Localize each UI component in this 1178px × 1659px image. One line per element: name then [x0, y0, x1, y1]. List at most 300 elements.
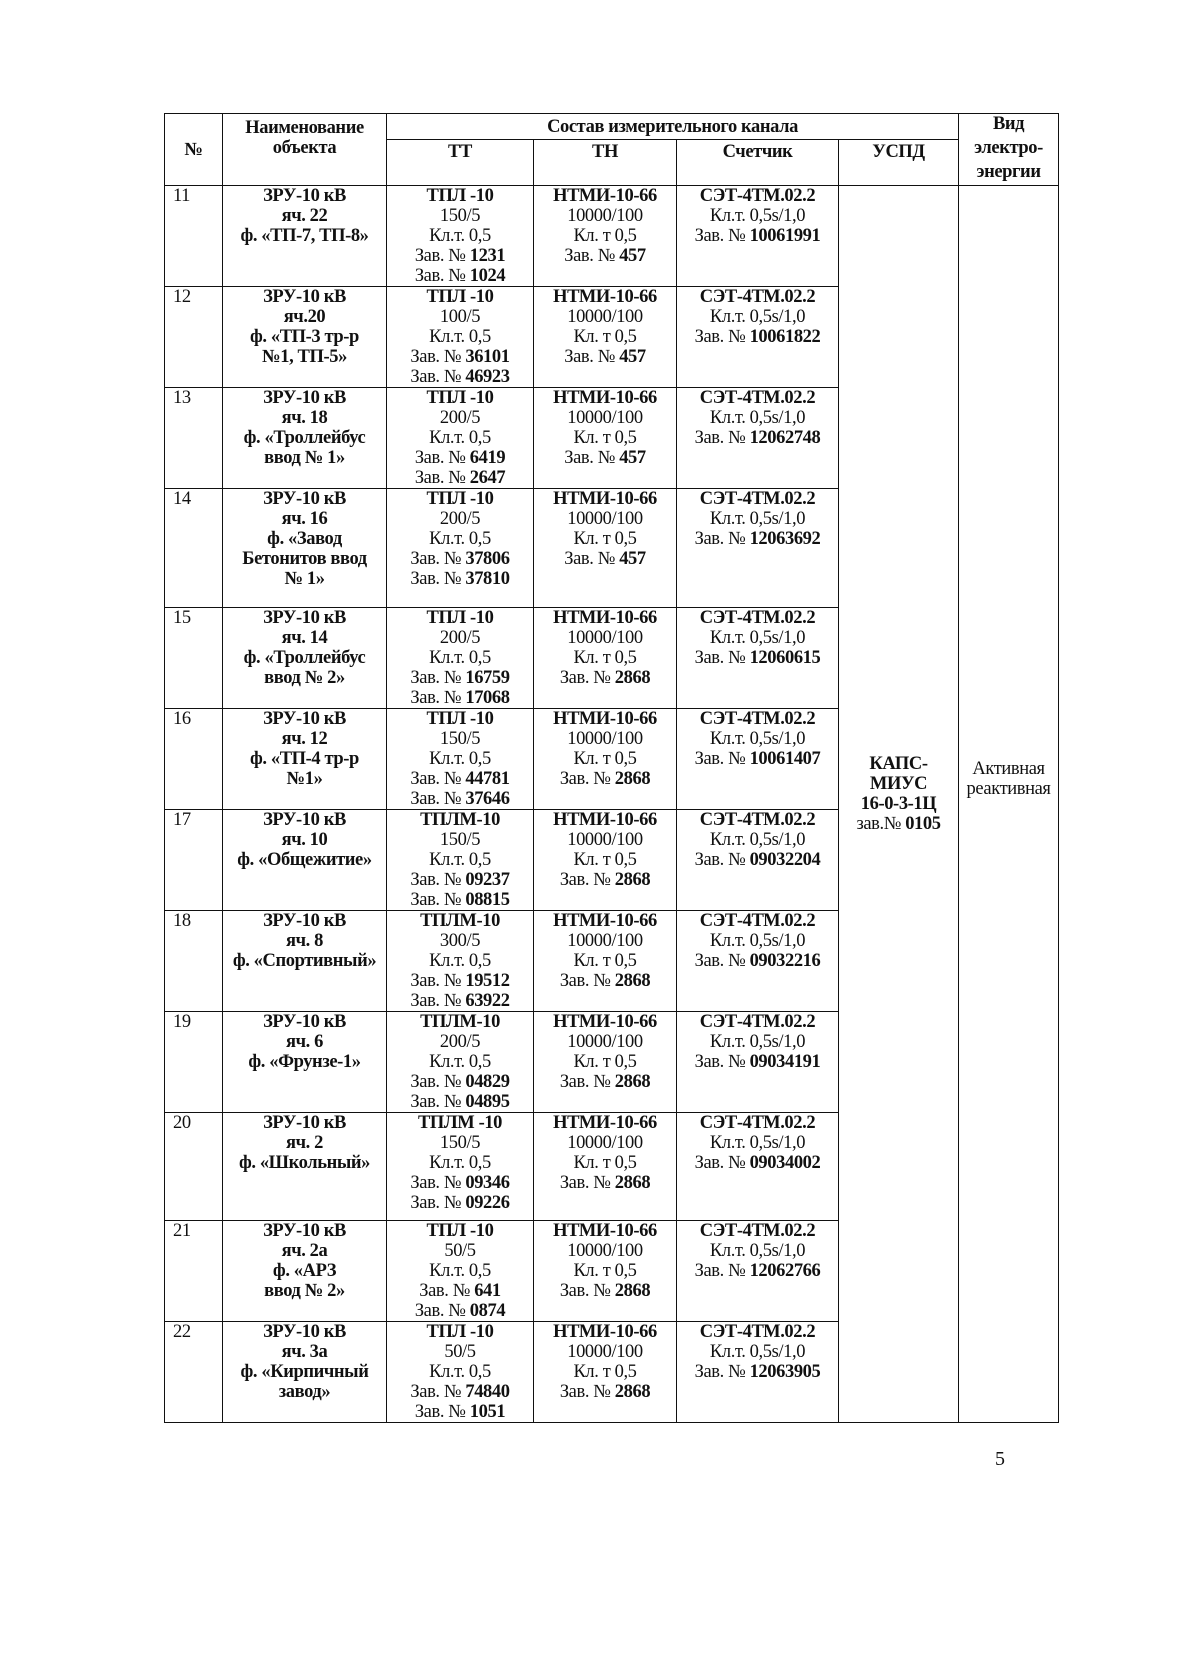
serial-number-line	[387, 468, 533, 488]
serial-number-line	[677, 226, 838, 246]
serial-number-line	[534, 1173, 676, 1193]
object-name-line: ЗРУ-10 кВ	[263, 186, 346, 206]
object-name-cell	[223, 709, 387, 810]
serial-value: 37810	[465, 569, 510, 589]
tn-cell	[534, 388, 677, 489]
uspd-cell	[839, 186, 959, 1423]
tt-cell	[387, 489, 534, 608]
serial-label: Зав. №	[410, 1193, 462, 1213]
tt-ratio: 150/5	[439, 830, 481, 850]
serial-value: 63922	[465, 991, 510, 1011]
serial-number-line	[677, 850, 838, 870]
row-number: 20	[165, 1113, 223, 1221]
meter-type: СЭТ-4ТМ.02.2	[699, 287, 816, 307]
tn-cell	[534, 911, 677, 1012]
tt-ratio: 200/5	[439, 1032, 481, 1052]
tn-type: НТМИ-10-66	[553, 608, 657, 628]
serial-number-line	[534, 971, 676, 991]
serial-label: Зав. №	[410, 688, 462, 708]
serial-value: 12063692	[749, 529, 821, 549]
tt-cell	[387, 388, 534, 489]
serial-number-line	[677, 1362, 838, 1382]
header-tn: ТН	[534, 140, 677, 186]
serial-number-line	[387, 367, 533, 387]
serial-label: Зав. №	[410, 1072, 462, 1092]
object-name-line: ф. «Спортивный»	[232, 951, 377, 971]
tt-type: ТПЛ -10	[426, 1221, 494, 1241]
object-name-cell	[223, 810, 387, 911]
object-name-line: яч. 2а	[281, 1241, 328, 1261]
object-name-line: ЗРУ-10 кВ	[263, 608, 346, 628]
serial-number-line	[534, 549, 676, 569]
tn-ratio: 10000/100	[567, 206, 643, 226]
meter-cell	[677, 608, 839, 709]
serial-label: Зав. №	[410, 870, 462, 890]
header-object-name: Наименование объекта	[223, 114, 387, 186]
serial-label: Зав. №	[410, 668, 462, 688]
meter-cell	[677, 709, 839, 810]
tt-type: ТПЛ -10	[426, 709, 494, 729]
row-number: 11	[165, 186, 223, 287]
object-name-line: яч. 2	[286, 1133, 323, 1153]
serial-number-line	[677, 1153, 838, 1173]
tn-type: НТМИ-10-66	[553, 287, 657, 307]
header-energy-kind: Вид электро- энергии	[959, 114, 1059, 186]
object-name-line: яч. 22	[281, 206, 328, 226]
meter-type: СЭТ-4ТМ.02.2	[699, 1113, 816, 1133]
serial-number-line	[387, 1402, 533, 1422]
tn-ratio: 10000/100	[567, 628, 643, 648]
object-name-cell	[223, 287, 387, 388]
serial-label: Зав. №	[559, 1382, 611, 1402]
serial-label: Зав. №	[694, 327, 746, 347]
serial-label: Зав. №	[559, 1072, 611, 1092]
meter-type: СЭТ-4ТМ.02.2	[699, 1221, 816, 1241]
row-number: 17	[165, 810, 223, 911]
serial-value: 10061407	[749, 749, 821, 769]
serial-number-line	[677, 749, 838, 769]
tt-ratio: 100/5	[439, 307, 481, 327]
object-name-line: ввод № 2»	[264, 1281, 345, 1301]
object-name-line: ЗРУ-10 кВ	[263, 810, 346, 830]
serial-label: Зав. №	[559, 1281, 611, 1301]
serial-value: 2868	[614, 769, 651, 789]
serial-label: Зав. №	[410, 890, 462, 910]
serial-number-line	[534, 1382, 676, 1402]
uspd-serial	[839, 814, 958, 834]
tt-cell	[387, 810, 534, 911]
meter-cell	[677, 911, 839, 1012]
object-name-line: завод»	[278, 1382, 331, 1402]
serial-value: 36101	[465, 347, 510, 367]
row-number: 22	[165, 1322, 223, 1423]
tt-cell	[387, 186, 534, 287]
serial-value: 04829	[465, 1072, 510, 1092]
serial-number-line	[387, 769, 533, 789]
serial-value: 457	[619, 448, 646, 468]
serial-value: 2868	[614, 870, 651, 890]
energy-kind-line: Активная	[972, 759, 1045, 779]
object-name-line: ЗРУ-10 кВ	[263, 1113, 346, 1133]
serial-number-line	[387, 1173, 533, 1193]
serial-value: 2868	[614, 668, 651, 688]
tn-ratio: 10000/100	[567, 1133, 643, 1153]
tn-type: НТМИ-10-66	[553, 1322, 657, 1342]
meter-type: СЭТ-4ТМ.02.2	[699, 810, 816, 830]
serial-label: Зав. №	[419, 1281, 470, 1301]
tn-class: Кл. т 0,5	[573, 1052, 637, 1072]
object-name-line: ф. «Кирпичный	[240, 1362, 369, 1382]
object-name-cell	[223, 388, 387, 489]
serial-value: 457	[619, 246, 646, 266]
object-name-cell	[223, 911, 387, 1012]
tn-type: НТМИ-10-66	[553, 388, 657, 408]
serial-value: 457	[619, 549, 646, 569]
serial-value: 641	[474, 1281, 501, 1301]
tn-class: Кл. т 0,5	[573, 529, 637, 549]
serial-number-line	[534, 448, 676, 468]
tn-class: Кл. т 0,5	[573, 226, 637, 246]
serial-number-line	[677, 327, 838, 347]
serial-label: Зав. №	[694, 951, 746, 971]
meter-type: СЭТ-4ТМ.02.2	[699, 1012, 816, 1032]
serial-label: Зав. №	[564, 448, 615, 468]
serial-number-line	[387, 1193, 533, 1213]
tt-ratio: 150/5	[439, 1133, 481, 1153]
object-name-cell	[223, 1322, 387, 1423]
tt-cell	[387, 709, 534, 810]
serial-label: Зав. №	[694, 648, 746, 668]
serial-value: 2868	[614, 1281, 651, 1301]
serial-number-line	[534, 870, 676, 890]
serial-value: 1231	[469, 246, 506, 266]
serial-label: Зав. №	[559, 668, 611, 688]
serial-number-line	[387, 870, 533, 890]
tt-cell	[387, 911, 534, 1012]
tn-class: Кл. т 0,5	[573, 749, 637, 769]
object-name-line: ввод № 1»	[264, 448, 345, 468]
tn-cell	[534, 1221, 677, 1322]
tn-type: НТМИ-10-66	[553, 1113, 657, 1133]
tt-class: Кл.т. 0,5	[429, 428, 491, 448]
serial-value: 12063905	[749, 1362, 821, 1382]
tt-cell	[387, 1322, 534, 1423]
serial-label: Зав. №	[410, 991, 462, 1011]
serial-number-line	[387, 1301, 533, 1321]
row-number: 21	[165, 1221, 223, 1322]
tt-class: Кл.т. 0,5	[429, 749, 491, 769]
object-name-line: ф. «Троллейбус	[243, 428, 366, 448]
tt-cell	[387, 1221, 534, 1322]
serial-number-line	[677, 951, 838, 971]
serial-number-line	[534, 769, 676, 789]
row-number: 13	[165, 388, 223, 489]
row-number: 12	[165, 287, 223, 388]
serial-value: 44781	[465, 769, 510, 789]
serial-label: Зав. №	[694, 1362, 746, 1382]
object-name-line: ф. «ТП-4 тр-р	[250, 749, 359, 769]
serial-number-line	[387, 569, 533, 589]
object-name-line: Бетонитов ввод	[242, 549, 367, 569]
tn-cell	[534, 608, 677, 709]
tt-class: Кл.т. 0,5	[429, 1153, 491, 1173]
uspd-serial-label: зав.№	[856, 814, 901, 834]
meter-cell	[677, 186, 839, 287]
serial-number-line	[677, 1261, 838, 1281]
header-num: №	[165, 114, 223, 186]
tn-cell	[534, 1322, 677, 1423]
tn-cell	[534, 489, 677, 608]
serial-number-line	[534, 347, 676, 367]
object-name-line: яч. 3а	[281, 1342, 328, 1362]
object-name-line: ЗРУ-10 кВ	[263, 709, 346, 729]
serial-value: 09032204	[749, 850, 821, 870]
object-name-line: ЗРУ-10 кВ	[263, 1012, 346, 1032]
tt-type: ТПЛМ-10	[420, 810, 500, 830]
serial-label: Зав. №	[410, 367, 462, 387]
tt-ratio: 50/5	[444, 1241, 476, 1261]
serial-value: 37806	[465, 549, 510, 569]
tn-class: Кл. т 0,5	[573, 1362, 637, 1382]
tt-type: ТПЛМ-10	[420, 911, 500, 931]
serial-value: 74840	[465, 1382, 510, 1402]
tt-cell	[387, 1113, 534, 1221]
object-name-cell	[223, 1113, 387, 1221]
serial-value: 2868	[614, 971, 651, 991]
serial-value: 1051	[469, 1402, 506, 1422]
serial-number-line	[387, 1092, 533, 1112]
serial-value: 6419	[469, 448, 506, 468]
object-name-line: ЗРУ-10 кВ	[263, 287, 346, 307]
object-name-line: яч. 18	[281, 408, 328, 428]
row-number: 15	[165, 608, 223, 709]
object-name-line: ф. «Завод	[267, 529, 342, 549]
tn-type: НТМИ-10-66	[553, 489, 657, 509]
object-name-line: ЗРУ-10 кВ	[263, 911, 346, 931]
tt-ratio: 50/5	[444, 1342, 476, 1362]
object-name-line: ф. «Фрунзе-1»	[248, 1052, 361, 1072]
tn-ratio: 10000/100	[567, 509, 643, 529]
tt-class: Кл.т. 0,5	[429, 648, 491, 668]
tt-class: Кл.т. 0,5	[429, 850, 491, 870]
tt-ratio: 200/5	[439, 509, 481, 529]
serial-number-line	[677, 1052, 838, 1072]
meter-class: Кл.т. 0,5s/1,0	[709, 1133, 806, 1153]
tn-ratio: 10000/100	[567, 1032, 643, 1052]
meter-type: СЭТ-4ТМ.02.2	[699, 608, 816, 628]
energy-kind-line: реактивная	[966, 779, 1051, 799]
serial-value: 09237	[465, 870, 510, 890]
serial-label: Зав. №	[694, 850, 746, 870]
object-name-cell	[223, 1221, 387, 1322]
object-name-line: ф. «Школьный»	[238, 1153, 370, 1173]
object-name-line: ф. «ТП-3 тр-р	[250, 327, 359, 347]
serial-label: Зав. №	[559, 1173, 611, 1193]
serial-value: 2647	[469, 468, 506, 488]
serial-number-line	[387, 890, 533, 910]
meter-cell	[677, 388, 839, 489]
tn-class: Кл. т 0,5	[573, 428, 637, 448]
tn-type: НТМИ-10-66	[553, 1221, 657, 1241]
serial-value: 09226	[465, 1193, 510, 1213]
tn-class: Кл. т 0,5	[573, 648, 637, 668]
serial-number-line	[387, 971, 533, 991]
serial-number-line	[387, 668, 533, 688]
object-name-line: № 1»	[284, 569, 325, 589]
meter-class: Кл.т. 0,5s/1,0	[709, 729, 806, 749]
tn-type: НТМИ-10-66	[553, 911, 657, 931]
tn-ratio: 10000/100	[567, 408, 643, 428]
serial-label: Зав. №	[414, 1402, 466, 1422]
serial-number-line	[387, 1382, 533, 1402]
row-number: 16	[165, 709, 223, 810]
serial-number-line	[387, 789, 533, 809]
header-uspd: УСПД	[839, 140, 959, 186]
serial-number-line	[387, 448, 533, 468]
tt-type: ТПЛ -10	[426, 489, 494, 509]
serial-label: Зав. №	[414, 1301, 466, 1321]
serial-number-line	[534, 246, 676, 266]
tn-type: НТМИ-10-66	[553, 186, 657, 206]
serial-label: Зав. №	[410, 789, 462, 809]
tn-cell	[534, 1113, 677, 1221]
tt-cell	[387, 608, 534, 709]
tn-type: НТМИ-10-66	[553, 1012, 657, 1032]
serial-number-line	[387, 246, 533, 266]
serial-label: Зав. №	[559, 971, 611, 991]
serial-label: Зав. №	[694, 428, 746, 448]
object-name-line: ф. «ТП-7, ТП-8»	[240, 226, 369, 246]
object-name-line: ф. «АРЗ	[272, 1261, 337, 1281]
tt-type: ТПЛ -10	[426, 1322, 494, 1342]
serial-value: 12062748	[749, 428, 821, 448]
serial-label: Зав. №	[564, 549, 615, 569]
serial-label: Зав. №	[694, 1153, 746, 1173]
serial-label: Зав. №	[414, 448, 466, 468]
object-name-line: яч. 16	[281, 509, 328, 529]
header-tt: ТТ	[387, 140, 534, 186]
tn-cell	[534, 186, 677, 287]
object-name-line: яч. 6	[286, 1032, 323, 1052]
tt-class: Кл.т. 0,5	[429, 951, 491, 971]
meter-class: Кл.т. 0,5s/1,0	[709, 830, 806, 850]
meter-class: Кл.т. 0,5s/1,0	[709, 408, 806, 428]
serial-value: 17068	[465, 688, 510, 708]
serial-label: Зав. №	[410, 769, 462, 789]
serial-value: 09034002	[749, 1153, 821, 1173]
serial-value: 09032216	[749, 951, 821, 971]
meter-class: Кл.т. 0,5s/1,0	[709, 206, 806, 226]
tt-class: Кл.т. 0,5	[429, 226, 491, 246]
serial-value: 2868	[614, 1173, 651, 1193]
serial-number-line	[387, 549, 533, 569]
tn-ratio: 10000/100	[567, 1342, 643, 1362]
tt-cell	[387, 1012, 534, 1113]
tt-class: Кл.т. 0,5	[429, 1261, 491, 1281]
tt-type: ТПЛ -10	[426, 186, 494, 206]
tt-ratio: 200/5	[439, 628, 481, 648]
object-name-line: яч.20	[283, 307, 326, 327]
meter-cell	[677, 1221, 839, 1322]
serial-value: 0874	[469, 1301, 506, 1321]
object-name-line: №1»	[286, 769, 323, 789]
tn-cell	[534, 287, 677, 388]
object-name-cell	[223, 608, 387, 709]
page-number: 5	[995, 1448, 1005, 1470]
serial-value: 09034191	[749, 1052, 821, 1072]
serial-value: 12062766	[749, 1261, 821, 1281]
serial-value: 1024	[469, 266, 506, 286]
serial-value: 04895	[465, 1092, 510, 1112]
table-row	[165, 186, 1059, 287]
meter-class: Кл.т. 0,5s/1,0	[709, 307, 806, 327]
meter-class: Кл.т. 0,5s/1,0	[709, 628, 806, 648]
serial-number-line	[387, 1072, 533, 1092]
energy-kind-cell	[959, 186, 1059, 1423]
tt-type: ТПЛМ -10	[417, 1113, 503, 1133]
serial-value: 08815	[465, 890, 510, 910]
serial-label: Зав. №	[694, 749, 746, 769]
tn-ratio: 10000/100	[567, 830, 643, 850]
tn-class: Кл. т 0,5	[573, 1153, 637, 1173]
serial-label: Зав. №	[694, 529, 746, 549]
tn-class: Кл. т 0,5	[573, 850, 637, 870]
meter-class: Кл.т. 0,5s/1,0	[709, 1032, 806, 1052]
serial-number-line	[387, 991, 533, 1011]
serial-value: 10061991	[749, 226, 821, 246]
meter-type: СЭТ-4ТМ.02.2	[699, 911, 816, 931]
serial-number-line	[387, 347, 533, 367]
serial-value: 2868	[614, 1072, 651, 1092]
serial-label: Зав. №	[694, 226, 746, 246]
meter-type: СЭТ-4ТМ.02.2	[699, 186, 816, 206]
serial-number-line	[534, 1281, 676, 1301]
tn-ratio: 10000/100	[567, 931, 643, 951]
serial-number-line	[387, 266, 533, 286]
uspd-line: КАПС-	[869, 754, 928, 774]
serial-label: Зав. №	[694, 1052, 746, 1072]
tn-class: Кл. т 0,5	[573, 951, 637, 971]
serial-number-line	[677, 529, 838, 549]
row-number: 19	[165, 1012, 223, 1113]
serial-value: 09346	[465, 1173, 510, 1193]
tt-type: ТПЛМ-10	[420, 1012, 500, 1032]
serial-value: 457	[619, 347, 646, 367]
serial-number-line	[677, 648, 838, 668]
tt-class: Кл.т. 0,5	[429, 1052, 491, 1072]
object-name-line: №1, ТП-5»	[262, 347, 347, 367]
meter-cell	[677, 1012, 839, 1113]
meter-type: СЭТ-4ТМ.02.2	[699, 489, 816, 509]
tt-type: ТПЛ -10	[426, 287, 494, 307]
object-name-line: ф. «Общежитие»	[237, 850, 372, 870]
tn-type: НТМИ-10-66	[553, 810, 657, 830]
object-name-line: яч. 14	[281, 628, 328, 648]
object-name-cell	[223, 489, 387, 608]
serial-value: 46923	[465, 367, 510, 387]
serial-number-line	[387, 688, 533, 708]
serial-label: Зав. №	[410, 1092, 462, 1112]
uspd-serial-value: 0105	[905, 814, 941, 834]
serial-label: Зав. №	[414, 246, 466, 266]
serial-value: 37646	[465, 789, 510, 809]
tn-ratio: 10000/100	[567, 1241, 643, 1261]
tt-ratio: 200/5	[439, 408, 481, 428]
serial-value: 16759	[465, 668, 510, 688]
meter-cell	[677, 1113, 839, 1221]
meter-class: Кл.т. 0,5s/1,0	[709, 931, 806, 951]
serial-label: Зав. №	[410, 971, 462, 991]
